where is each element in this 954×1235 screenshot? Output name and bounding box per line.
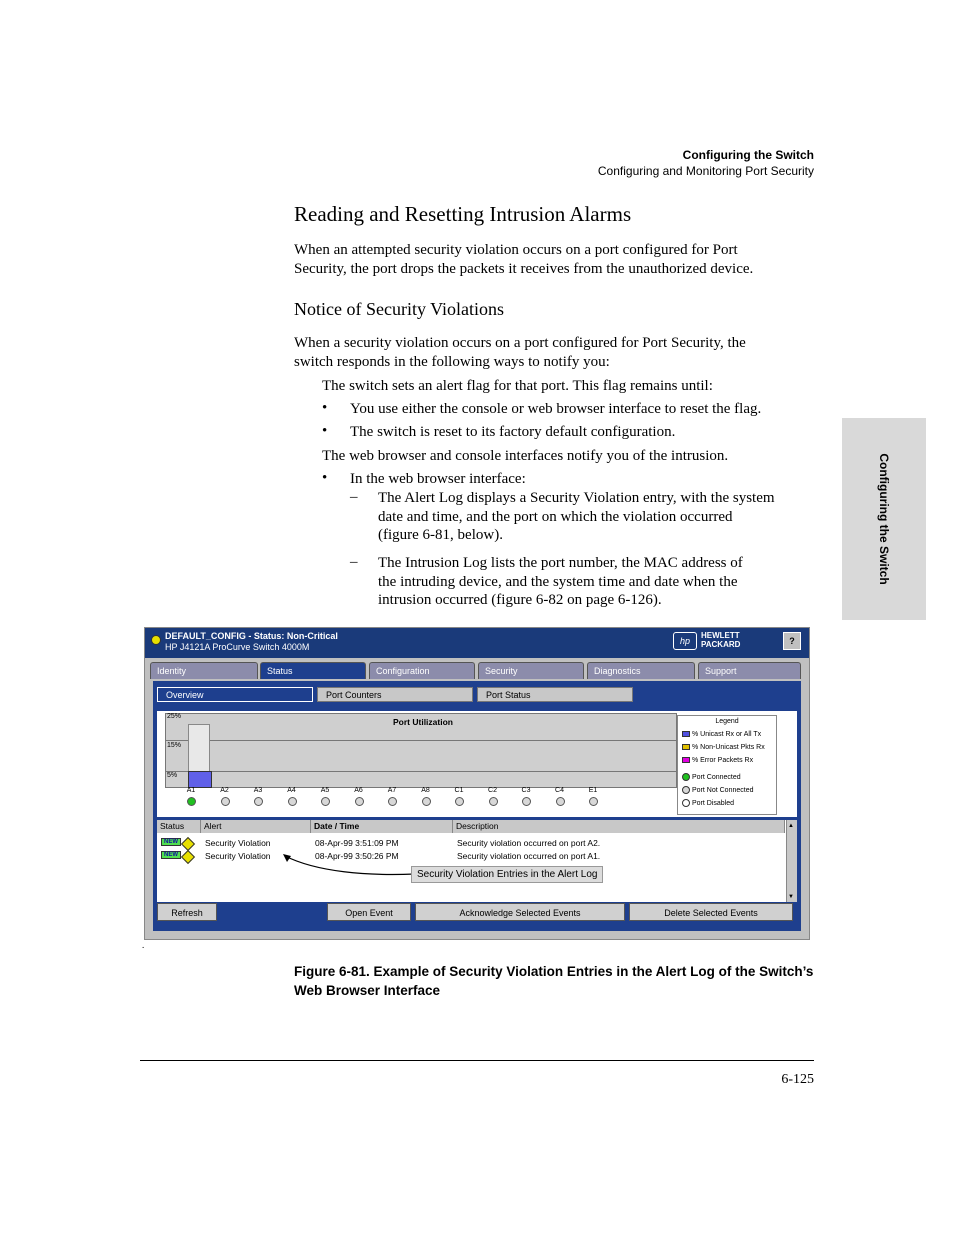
alert-flag-text: The switch sets an alert flag for that port. This flag remains until: xyxy=(322,378,713,394)
port-led-e1[interactable] xyxy=(589,797,598,806)
stray-period: . xyxy=(142,940,145,950)
dash-item-alert-log xyxy=(378,489,775,545)
legend-item xyxy=(682,744,765,751)
hp-logo-text xyxy=(701,631,740,649)
bullet-mark: • xyxy=(322,423,328,439)
dash-line: (figure 6-81, below). xyxy=(378,527,503,543)
notice-paragraph xyxy=(294,334,746,372)
help-button[interactable]: ? xyxy=(783,632,801,650)
callout-label: Security Violation Entries in the Alert Log xyxy=(411,866,603,883)
tab-diagnostics[interactable]: Diagnostics xyxy=(587,662,695,679)
bullet-item: The switch is reset to its factory default configuration. xyxy=(350,424,676,440)
legend-item xyxy=(682,757,753,764)
running-header-section: Configuring and Monitoring Port Security xyxy=(597,164,814,178)
scroll-up-icon[interactable]: ▲ xyxy=(788,823,794,829)
title-bar xyxy=(145,628,809,658)
status-icon xyxy=(151,635,161,645)
acknowledge-events-button[interactable]: Acknowledge Selected Events xyxy=(415,903,625,921)
subtab-overview[interactable]: Overview xyxy=(157,687,313,702)
tab-support[interactable]: Support xyxy=(698,662,801,679)
column-header-description[interactable]: Description xyxy=(453,820,785,833)
bullet-mark: • xyxy=(322,470,328,486)
device-model: HP J4121A ProCurve Switch 4000M xyxy=(165,642,310,652)
port-led-c2[interactable] xyxy=(489,797,498,806)
side-tab-label: Configuring the Switch xyxy=(877,453,891,585)
table-row[interactable] xyxy=(157,851,785,864)
port-led-a4[interactable] xyxy=(288,797,297,806)
port-led-a5[interactable] xyxy=(321,797,330,806)
refresh-button[interactable]: Refresh xyxy=(157,903,217,921)
date-cell: 08-Apr-99 3:50:26 PM xyxy=(315,851,399,861)
legend-label: % Non-Unicast Pkts Rx xyxy=(692,744,765,751)
port-label-a4: A4 xyxy=(287,787,296,794)
port-label-a3: A3 xyxy=(253,787,263,794)
grid-line xyxy=(166,740,676,741)
legend-label: % Error Packets Rx xyxy=(692,757,754,764)
legend-swatch xyxy=(682,757,690,763)
legend xyxy=(677,715,777,815)
port-label-a7: A7 xyxy=(387,787,397,794)
tab-configuration[interactable]: Configuration xyxy=(369,662,475,679)
legend-item xyxy=(682,773,741,781)
port-led-a7[interactable] xyxy=(388,797,397,806)
y-tick-label: 25% xyxy=(167,713,182,720)
tab-security[interactable]: Security xyxy=(478,662,584,679)
port-label-c4: C4 xyxy=(555,787,564,794)
table-row[interactable] xyxy=(157,838,785,851)
legend-item xyxy=(682,786,753,794)
notice-line: When a security violation occurs on a port configured for Port Security, the xyxy=(294,335,746,351)
running-header-chapter: Configuring the Switch xyxy=(682,148,814,162)
legend-label: Port Not Connected xyxy=(692,786,754,794)
caption-line: Figure 6-81. Example of Security Violation Entries in the Alert Log of the Switch’s xyxy=(294,964,814,979)
not-connected-icon xyxy=(682,786,690,794)
description-cell: Security violation occurred on port A2. xyxy=(457,838,601,848)
tab-status[interactable]: Status xyxy=(260,662,366,679)
dash-mark: – xyxy=(350,489,358,505)
legend-swatch xyxy=(682,744,690,750)
port-led-a3[interactable] xyxy=(254,797,263,806)
new-badge: NEW xyxy=(161,851,181,859)
date-cell: 08-Apr-99 3:51:09 PM xyxy=(315,838,399,848)
legend-title: Legend xyxy=(715,718,739,725)
new-badge: NEW xyxy=(161,838,181,846)
device-status: DEFAULT_CONFIG - Status: Non-Critical xyxy=(165,631,338,641)
logo-line: HEWLETT xyxy=(701,631,740,640)
bullet-item: You use either the console or web browser interface to reset the flag. xyxy=(350,401,762,417)
page-number: 6-125 xyxy=(781,1072,814,1087)
disabled-icon xyxy=(682,799,690,807)
y-tick-label: 15% xyxy=(167,742,182,749)
legend-item xyxy=(682,731,761,738)
subtab-port-counters[interactable]: Port Counters xyxy=(317,687,473,702)
intro-paragraph xyxy=(294,241,753,279)
scroll-down-icon[interactable]: ▼ xyxy=(788,894,794,900)
callout-arrow xyxy=(277,850,417,878)
port-label-a2: A2 xyxy=(220,787,229,794)
description-cell: Security violation occurred on port A1. xyxy=(457,851,601,861)
legend-label: Port Connected xyxy=(692,773,741,781)
alert-cell: Security Violation xyxy=(205,838,271,848)
column-header-status[interactable]: Status xyxy=(157,820,201,833)
port-led-c1[interactable] xyxy=(455,797,464,806)
port-led-a1[interactable] xyxy=(187,797,196,806)
legend-label: Port Disabled xyxy=(692,799,735,807)
port-utilization-chart xyxy=(157,711,797,817)
bullet-item: In the web browser interface: xyxy=(350,471,526,487)
port-label-c1: C1 xyxy=(454,787,464,794)
caption-line: Web Browser Interface xyxy=(294,983,441,998)
vertical-scrollbar[interactable] xyxy=(786,820,797,902)
port-led-c3[interactable] xyxy=(522,797,531,806)
port-label-c3: C3 xyxy=(521,787,531,794)
intro-line: Security, the port drops the packets it receives from the unauthorized device. xyxy=(294,261,754,277)
port-label-e1: E1 xyxy=(588,787,598,794)
port-label-a6: A6 xyxy=(354,787,363,794)
port-label-a1: A1 xyxy=(186,787,196,794)
dash-item-intrusion-log xyxy=(378,554,743,610)
figure-caption xyxy=(294,962,813,1000)
web-browser-screenshot xyxy=(144,627,810,940)
logo-line: PACKARD xyxy=(701,640,741,649)
chapter-side-tab xyxy=(842,418,926,620)
footer-rule xyxy=(140,1060,814,1061)
legend-label: % Unicast Rx or All Tx xyxy=(692,731,762,738)
grid-line xyxy=(166,771,676,772)
subsection-heading: Notice of Security Violations xyxy=(294,299,505,319)
notify-text: The web browser and console interfaces notify you of the intrusion. xyxy=(322,448,729,464)
port-label-a8: A8 xyxy=(421,787,430,794)
dash-mark: – xyxy=(350,554,358,570)
section-heading: Reading and Resetting Intrusion Alarms xyxy=(294,202,632,226)
port-led-a8[interactable] xyxy=(422,797,431,806)
status-panel xyxy=(153,681,801,931)
bullet-mark: • xyxy=(322,400,328,416)
column-header-date[interactable]: Date / Time xyxy=(311,820,453,833)
port-label-a5: A5 xyxy=(320,787,330,794)
column-header-alert[interactable]: Alert xyxy=(201,820,311,833)
alert-diamond-icon xyxy=(181,850,195,864)
legend-swatch xyxy=(682,731,690,737)
bar-a1 xyxy=(188,771,212,788)
connected-icon xyxy=(682,773,690,781)
subtab-port-status[interactable]: Port Status xyxy=(477,687,633,702)
hp-logo-icon: hp xyxy=(673,632,697,650)
port-label-c2: C2 xyxy=(488,787,497,794)
legend-item xyxy=(682,799,734,807)
dash-line: date and time, and the port on which the violation occurred xyxy=(378,508,733,525)
dash-line: the intruding device, and the system time and date when the xyxy=(378,573,738,590)
notice-line: switch responds in the following ways to notify you: xyxy=(294,354,610,370)
y-tick-label: 5% xyxy=(167,772,178,779)
port-led-c4[interactable] xyxy=(556,797,565,806)
dash-line: intrusion occurred (figure 6-82 on page 6-126). xyxy=(378,592,662,608)
port-led-a6[interactable] xyxy=(355,797,364,806)
alert-log-table xyxy=(157,820,797,902)
dash-line: The Alert Log displays a Security Violation entry, with the system xyxy=(378,490,775,506)
delete-events-button[interactable]: Delete Selected Events xyxy=(629,903,793,921)
port-led-a2[interactable] xyxy=(221,797,230,806)
tab-identity[interactable]: Identity xyxy=(150,662,258,679)
open-event-button[interactable]: Open Event xyxy=(327,903,411,921)
chart-title: Port Utilization xyxy=(393,717,453,727)
intro-line: When an attempted security violation occurs on a port configured for Port xyxy=(294,242,738,258)
alert-cell: Security Violation xyxy=(205,851,271,861)
dash-line: The Intrusion Log lists the port number, the MAC address of xyxy=(378,555,743,571)
